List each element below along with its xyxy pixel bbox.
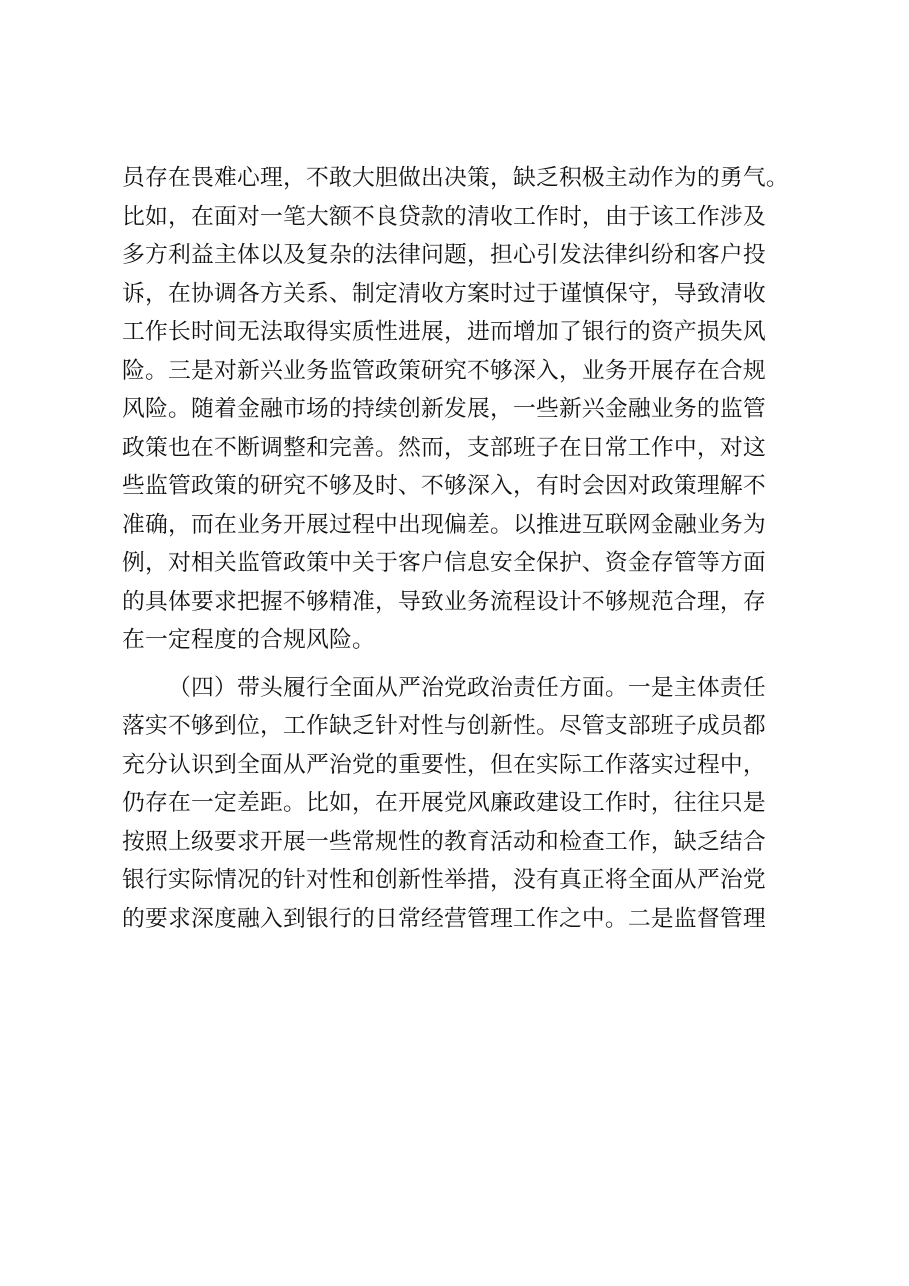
text-line: 工作长时间无法取得实质性进展，进而增加了银行的资产损失风 <box>122 319 766 345</box>
text-line: 多方利益主体以及复杂的法律问题，担心引发法律纠纷和客户投 <box>122 242 766 268</box>
paragraph-spacer <box>122 660 802 669</box>
text-line: 银行实际情况的针对性和创新性举措，没有真正将全面从严治党 <box>122 867 766 893</box>
text-line: 在一定程度的合规风险。 <box>122 627 375 653</box>
text-line: 险。三是对新兴业务监管政策研究不够深入，业务开展存在合规 <box>122 357 766 384</box>
text-line: 的要求深度融入到银行的日常经营管理工作之中。二是监督管理 <box>122 905 766 932</box>
text-line: 员存在畏难心理，不敢大胆做出决策，缺乏积极主动作为的勇气。 <box>122 165 789 191</box>
text-line: 的具体要求把握不够精准，导致业务流程设计不够规范合理，存 <box>122 588 766 615</box>
text-line: 例，对相关监管政策中关于客户信息安全保护、资金存管等方面 <box>122 550 766 576</box>
paragraph-risk-compliance <box>122 159 802 660</box>
text-line: 按照上级要求开展一些常规性的教育活动和检查工作，缺乏结合 <box>122 828 766 855</box>
text-line: 比如，在面对一笔大额不良贷款的清收工作时，由于该工作涉及 <box>122 203 766 230</box>
document-body <box>122 159 802 938</box>
text-line: 充分认识到全面从严治党的重要性，但在实际工作落实过程中， <box>122 751 766 778</box>
text-line: 诉，在协调各方关系、制定清收方案时过于谨慎保守，导致清收 <box>122 280 766 307</box>
section-heading-line: （四）带头履行全面从严治党政治责任方面。一是主体责任 <box>168 674 766 701</box>
paragraph-party-governance <box>122 669 802 939</box>
text-line: 落实不够到位，工作缺乏针对性与创新性。尽管支部班子成员都 <box>122 713 766 739</box>
text-line: 些监管政策的研究不够及时、不够深入，有时会因对政策理解不 <box>122 473 766 499</box>
text-line: 准确，而在业务开展过程中出现偏差。以推进互联网金融业务为 <box>122 511 766 538</box>
text-line: 仍存在一定差距。比如，在开展党风廉政建设工作时，往往只是 <box>122 790 766 816</box>
text-line: 风险。随着金融市场的持续创新发展，一些新兴金融业务的监管 <box>122 396 766 422</box>
text-line: 政策也在不断调整和完善。然而，支部班子在日常工作中，对这 <box>122 434 766 461</box>
